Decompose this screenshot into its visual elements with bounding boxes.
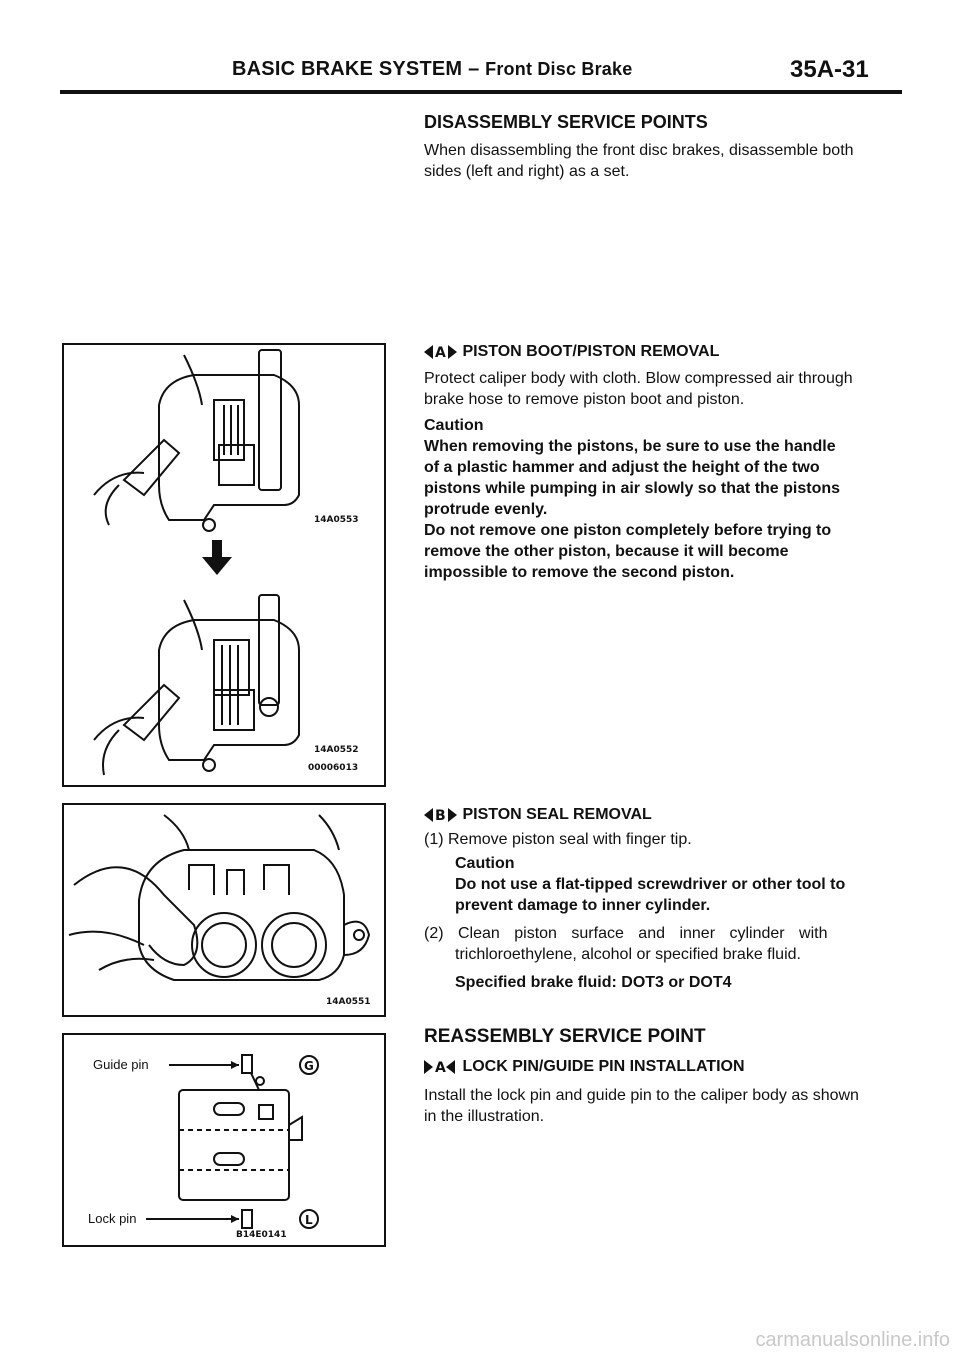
section-b-step1: (1) Remove piston seal with finger tip.: [424, 831, 692, 848]
figure-seal-removal: [62, 803, 386, 1017]
header-subtitle: Front Disc Brake: [485, 59, 633, 79]
disassembly-intro-2: sides (left and right) as a set.: [424, 163, 630, 180]
piston-seal-illustration: [64, 805, 384, 1015]
caution-line: of a plastic hammer and adjust the height of the two: [424, 459, 820, 476]
figure-code: 14A0551: [326, 997, 371, 1007]
down-arrow-icon: [202, 540, 232, 575]
marker-b-letter: B: [435, 807, 446, 823]
lock-pin-mark: L: [305, 1213, 313, 1227]
section-b-step2-2: trichloroethylene, alcohol or specified brake fluid.: [455, 946, 801, 963]
section-b-heading: [424, 806, 652, 824]
section-b-caution-2: prevent damage to inner cylinder.: [455, 897, 711, 914]
caution-line: impossible to remove the second piston.: [424, 564, 735, 581]
guide-pin-label: Guide pin: [93, 1057, 149, 1072]
footer-watermark[interactable]: carmanualsonline.info: [755, 1329, 950, 1351]
reassembly-text-2: in the illustration.: [424, 1108, 545, 1125]
marker-reassembly-icon: [424, 1059, 464, 1075]
guide-pin-mark: G: [304, 1059, 314, 1073]
figure-code: 14A0553: [314, 515, 359, 525]
guide-pin-arrow-icon: [231, 1061, 239, 1069]
reassembly-subheading: [424, 1058, 745, 1076]
reassembly-text-1: Install the lock pin and guide pin to the caliper body as shown: [424, 1087, 859, 1104]
page-number: 35A-31: [790, 56, 869, 83]
section-b-title: PISTON SEAL REMOVAL: [462, 806, 652, 823]
section-a-heading: [424, 343, 719, 361]
section-b-step2-1: (2) Clean piston surface and inner cylinder with: [424, 925, 828, 942]
section-b-caution-label: Caution: [455, 855, 515, 872]
section-b-spec: Specified brake fluid: DOT3 or DOT4: [455, 974, 732, 991]
section-a-title: PISTON BOOT/PISTON REMOVAL: [462, 343, 720, 360]
figure-piston-removal: [62, 343, 386, 787]
header-section: BASIC BRAKE SYSTEM: [232, 58, 463, 80]
caution-line: Do not remove one piston completely before trying to: [424, 522, 832, 539]
figure-code: B14E0141: [236, 1230, 287, 1240]
lock-pin-arrow-icon: [231, 1215, 239, 1223]
header-rule: [60, 90, 902, 94]
caution-line: protrude evenly.: [424, 501, 548, 518]
disassembly-heading: DISASSEMBLY SERVICE POINTS: [424, 112, 708, 132]
caution-line: remove the other piston, because it will become: [424, 543, 789, 560]
marker-reassembly-letter: A: [435, 1059, 446, 1075]
caution-line: When removing the pistons, be sure to use the handle: [424, 438, 836, 455]
section-a-caution-label: Caution: [424, 417, 484, 434]
disassembly-intro-1: When disassembling the front disc brakes, disassemble both: [424, 142, 854, 159]
figure-code: 00006013: [308, 763, 359, 773]
section-a-caution-body: [424, 436, 904, 583]
reassembly-subtitle: LOCK PIN/GUIDE PIN INSTALLATION: [462, 1058, 745, 1075]
caliper-piston-illustration: [64, 345, 384, 785]
lock-pin-label: Lock pin: [88, 1211, 137, 1226]
figure-code: 14A0552: [314, 745, 359, 755]
header-title: [232, 58, 632, 81]
reassembly-heading: REASSEMBLY SERVICE POINT: [424, 1026, 706, 1047]
section-b-caution-1: Do not use a flat-tipped screwdriver or other tool to: [455, 876, 846, 893]
marker-a-letter: A: [435, 344, 446, 360]
section-a-text-1: Protect caliper body with cloth. Blow compressed air through: [424, 370, 853, 387]
section-a-text-2: brake hose to remove piston boot and piston.: [424, 391, 745, 408]
figure-pin-installation: [62, 1033, 386, 1247]
header-dash: –: [468, 58, 480, 80]
caution-line: pistons while pumping in air slowly so that the pistons: [424, 480, 841, 497]
